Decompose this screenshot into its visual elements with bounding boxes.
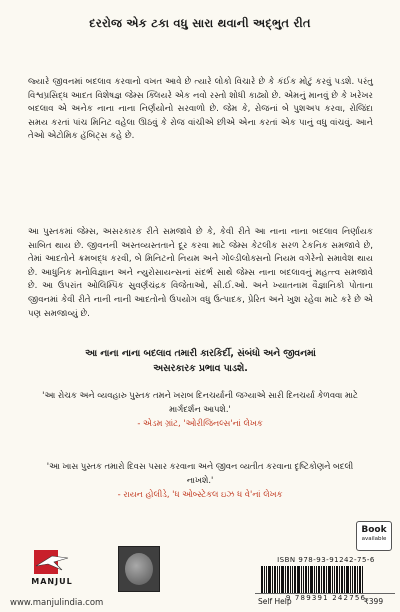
publisher-name: MANJUL — [31, 577, 73, 586]
quote-2-text: 'આ ખાસ પુસ્તક તમારો દિવસ પસાર કરવાના અને જીવન વ્યતીત કરવાના દૃષ્ટિકોણને બદલી નાખશે.' — [46, 461, 354, 485]
ebook-badge — [356, 521, 392, 551]
barcode-bars — [261, 566, 391, 594]
ebook-label: Book — [361, 525, 387, 535]
publisher-website[interactable]: www.manjulindia.com — [10, 598, 104, 608]
barcode-number: 9 789391 242756 — [285, 594, 367, 602]
review-quote-1 — [34, 388, 366, 430]
emphasis-statement — [28, 346, 373, 376]
award-seal-icon — [118, 546, 160, 592]
headline: દરરોજ એક ટકા વધુ સારા થવાની અદ્ભુત રીત — [89, 16, 311, 30]
barcode — [256, 556, 396, 602]
divider — [255, 593, 395, 594]
price-label: ₹399 — [364, 597, 384, 606]
description-paragraph-2: આ પુસ્તકમાં જેમ્સ, અસરકારક રીતે સમજાવે છે કે, કેવી રીતે આ નાના નાના બદલાવ નિર્ણાયક સાબિત થાય છે. જીવનની અસ્તવ્યસ્તતાને દૂર કરવા માટે જેમ્સ કેટલીક સરળ ટેકનિક સમજાવે છે, તેમાં આદતોને ક્રમબદ્ધ કરવી, બે મિનિટનો નિયમ અને ગોલ્ડીલોક્સનો નિયમ વગેરેનો સમાવેશ થાય છે. આધુનિક મનોવિજ્ઞાન અને ન્યુરોસાયન્સનાં સંદર્ભ સાથે જેમ્સ નાના બદલાવનું મહત્ત્વ સમજાવે છે. આ ઉપરાંત ઓલિમ્પિક સુવર્ણચંદ્રક વિજેતાઓ, સી.ઈ.ઓ. અને ખ્યાતનામ વૈજ્ઞાનિકો પોતાના જીવનમાં કેવી રીતે નાની નાની આદતોનો ઉપયોગ વધુ ઉત્પાદક, પ્રેરિત અને ખુશ રહેવા માટે કરે છે એ પણ સમજાવ્યું છે. — [28, 227, 373, 319]
quote-1-text: 'આ રોચક અને વ્યવહારુ પુસ્તક તમને ખરાબ દિનચર્યાની જગ્યાએ સારી દિનચર્યા કેળવવા માટે માર્ગદર્શન આપશે.' — [42, 390, 358, 414]
quote-1-attribution: - એડમ ગ્રાંટ, 'ઓરીજિનલ્સ'નાં લેખક — [137, 418, 263, 428]
quote-2-attribution: - રાયન હોલીડે, 'ધ ઓબ્સ્ટેકલ ઇઝ ધ વે'નાં લેખક — [117, 489, 283, 499]
description-paragraph-1: જ્યારે જીવનમાં બદલાવ કરવાનો વખત આવે છે ત્યારે લોકો વિચારે છે કે કંઈક મોટું કરવું પડશે. પરંતુ વિશ્વપ્રસિદ્ધ આદત વિશેષજ્ઞ જેમ્સ ક્લિયરે એક નવો રસ્તો શોધી કાઢ્યો છે. એમનું માનવું છે કે ખરેખર બદલાવ એ અનેક નાના નાના નિર્ણયોનો સરવાળો છે. જેમ કે, રોજનાં બે પુશઅપ કરવા, રોજિંદા સમય કરતાં પાંચ મિનિટ વહેલા ઊઠવું કે રોજ વાંચીએ છીએ એના કરતાં એક પાનું વધુ વાંચવું. આને તેઓ એટોમિક હૅબિટ્સ કહે છે. — [28, 77, 373, 142]
publisher-logo — [22, 548, 82, 586]
ebook-sub-label: available — [361, 536, 387, 542]
emphasis-line-2: અસરકારક પ્રભાવ પાડશે. — [153, 363, 248, 374]
isbn-text: ISBN 978-93-91242-75-6 — [277, 556, 375, 564]
emphasis-line-1: આ નાના નાના બદલાવ તમારી કારકિર્દી, સંબંધો અને જીવનમાં — [85, 348, 316, 359]
category-label: Self Help — [258, 597, 292, 606]
bird-icon — [32, 548, 72, 576]
review-quote-2 — [34, 459, 366, 501]
